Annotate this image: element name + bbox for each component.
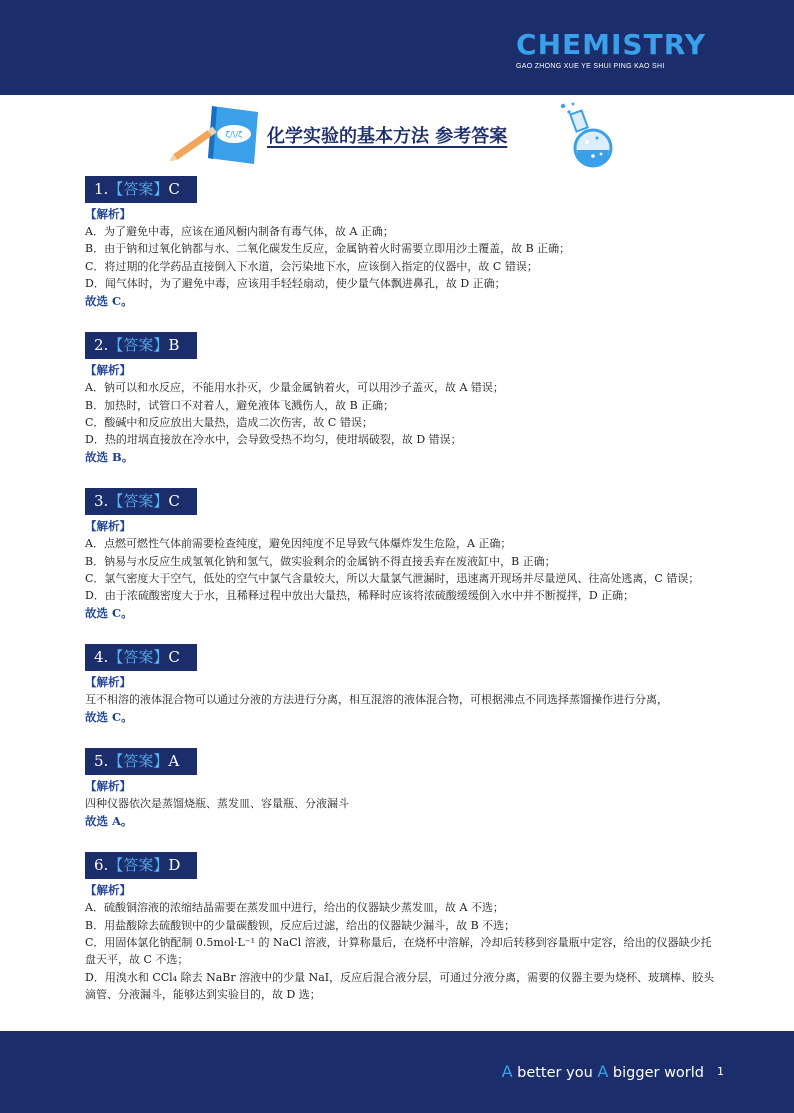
brand-title: CHEMISTRY: [516, 28, 706, 61]
answer-label: 【答案】: [108, 492, 169, 511]
slogan-text-2: bigger world: [608, 1065, 704, 1081]
analysis-label: 【解析】: [85, 363, 131, 378]
slogan-letter-2: A: [597, 1062, 609, 1081]
answer-label: 【答案】: [108, 752, 169, 771]
answer-badge: [85, 176, 197, 203]
analysis-line: B．加热时，试管口不对着人，避免液体飞溅伤人，故 B 正确；: [85, 398, 395, 412]
analysis-line: B．钠易与水反应生成氢氧化钠和氢气，做实验剩余的金属钠不得直接丢弃在废液缸中，B 正确；: [85, 554, 556, 568]
answer-label: 【答案】: [108, 856, 169, 875]
analysis-line: A．点燃可燃性气体前需要检查纯度，避免因纯度不足导致气体爆炸发生危险，A 正确；: [85, 537, 512, 551]
notebook-text: ζ/\/ζ: [225, 130, 243, 139]
answer-letter: D: [168, 856, 181, 875]
answer-letter: C: [168, 648, 180, 667]
answer-label: 【答案】: [108, 336, 169, 355]
slogan-letter-1: A: [501, 1062, 513, 1081]
title-row: [170, 100, 630, 170]
answer-label: 【答案】: [108, 180, 169, 198]
analysis-label: 【解析】: [85, 519, 131, 534]
page-footer: [0, 1031, 794, 1113]
footer-slogan: [502, 1062, 704, 1081]
answer-item: [85, 488, 715, 622]
answer-label: 【答案】: [108, 648, 169, 667]
analysis-line: B．由于钠和过氧化钠都与水、二氧化碳发生反应，金属钠着火时需要立即用沙土覆盖，故 B 正确；: [85, 242, 571, 256]
answer-item: [85, 644, 715, 726]
analysis-line: B．用盐酸除去硫酸钡中的少量碳酸钡，反应后过滤，给出的仪器缺少漏斗，故 B 不选；: [85, 918, 516, 932]
analysis-line: 四种仪器依次是蒸馏烧瓶、蒸发皿、容量瓶、分液漏斗: [85, 797, 349, 811]
conclusion-text: 故选 C。: [85, 293, 133, 308]
conclusion-text: 故选 B。: [85, 449, 134, 464]
analysis-line: C．用固体氯化钠配制 0.5mol·L⁻¹ 的 NaCl 溶液，计算称量后，在烧杯中溶解，冷却后转移到容量瓶中定容，给出的仪器缺少托盘天平，故 C 不选；: [85, 936, 712, 967]
conclusion-text: 故选 C。: [85, 709, 133, 724]
analysis-line: C．将过期的化学药品直接倒入下水道，会污染地下水，应该倒入指定的仪器中，故 C 错误；: [85, 259, 538, 273]
analysis-line: D．热的坩埚直接放在冷水中，会导致受热不均匀，使坩埚破裂，故 D 错误；: [85, 433, 462, 447]
conclusion-text: 故选 A。: [85, 813, 133, 828]
analysis-line: D．用溴水和 CCl₄ 除去 NaBr 溶液中的少量 NaI，反应后混合液分层，可通过分液分离，需要的仪器主要为烧杯、玻璃棒、胶头滴管、分液漏斗，能够达到实验目的，故 D 选；: [85, 970, 715, 1002]
flask-icon: [555, 100, 615, 170]
analysis-line: D．由于浓硫酸密度大于水，且稀释过程中放出大量热，稀释时应该将浓硫酸缓缓倒入水中并不断搅拌，D 正确；: [85, 589, 635, 603]
analysis-line: A．钠可以和水反应，不能用水扑灭，少量金属钠着火，可以用沙子盖灭，故 A 错误；: [85, 381, 504, 395]
question-number: 2.: [94, 336, 109, 355]
answer-badge: [85, 488, 197, 515]
analysis-line: C．酸碱中和反应放出大量热，造成二次伤害，故 C 错误；: [85, 415, 373, 429]
answer-letter: C: [168, 492, 180, 511]
answer-badge: [85, 644, 197, 671]
analysis-line: 互不相溶的液体混合物可以通过分液的方法进行分离，相互混溶的液体混合物，可根据沸点不同选择蒸馏操作进行分离，: [85, 693, 668, 707]
analysis-label: 【解析】: [85, 675, 131, 690]
answer-badge: [85, 748, 197, 775]
notebook-pencil-icon: [170, 104, 265, 166]
question-number: 1.: [94, 180, 109, 198]
answer-item: [85, 176, 715, 310]
conclusion-text: 故选 C。: [85, 605, 133, 620]
analysis-label: 【解析】: [85, 779, 131, 794]
answer-letter: C: [168, 180, 180, 198]
page-header: [0, 0, 794, 95]
slogan-text-1: better you: [512, 1065, 598, 1081]
answer-letter: B: [168, 336, 180, 355]
answer-item: [85, 852, 715, 1003]
analysis-line: C．氯气密度大于空气，低处的空气中氯气含量较大，所以大量氯气泄漏时，迅速离开现场并尽量逆风、往高处逃离，C 错误；: [85, 572, 700, 586]
answer-item: [85, 332, 715, 466]
question-number: 5.: [94, 752, 109, 771]
question-number: 3.: [94, 492, 109, 511]
answer-badge: [85, 332, 197, 359]
analysis-line: A．硫酸铜溶液的浓缩结晶需要在蒸发皿中进行，给出的仪器缺少蒸发皿，故 A 不选；: [85, 901, 504, 915]
question-number: 6.: [94, 856, 109, 875]
brand-block: [516, 30, 706, 70]
page-number: 1: [717, 1065, 724, 1078]
answer-item: [85, 748, 715, 830]
page-title: 化学实验的基本方法 参考答案: [267, 126, 508, 147]
analysis-line: A．为了避免中毒，应该在通风橱内制备有毒气体，故 A 正确；: [85, 225, 394, 238]
analysis-line: D．闻气体时，为了避免中毒，应该用手轻轻扇动，使少量气体飘进鼻孔，故 D 正确；: [85, 277, 506, 291]
brand-subtitle: GAO ZHONG XUE YE SHUI PING KAO SHI: [516, 63, 665, 70]
question-number: 4.: [94, 648, 109, 667]
analysis-label: 【解析】: [85, 883, 131, 898]
answer-badge: [85, 852, 197, 879]
analysis-label: 【解析】: [85, 207, 131, 221]
answer-list: [85, 176, 715, 1026]
answer-letter: A: [168, 752, 180, 771]
